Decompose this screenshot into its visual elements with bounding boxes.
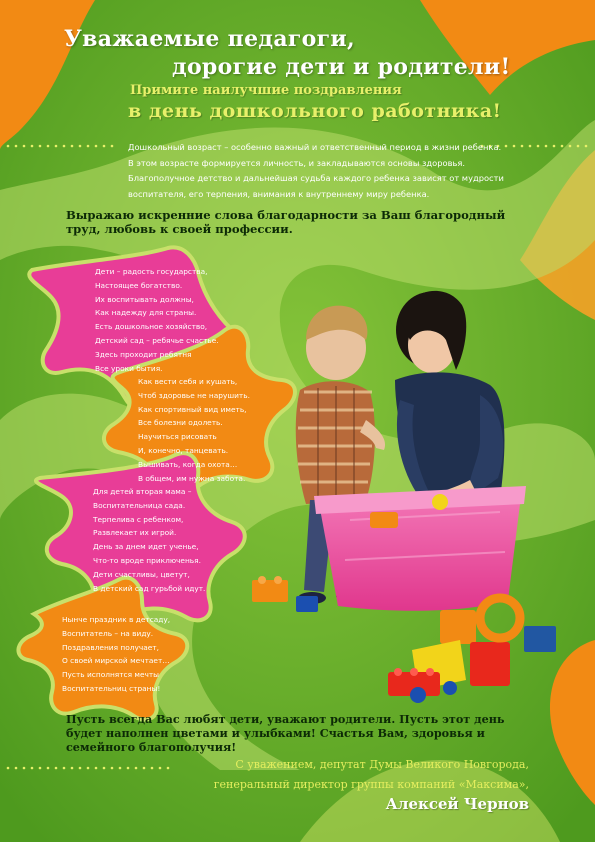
poem-line: Вышивать, когда охота…	[138, 459, 238, 469]
poem-line: День за днем идет ученье,	[93, 542, 199, 552]
poem-line: О своей мирской мечтает…	[62, 656, 170, 666]
poem-line: В общем, им нужна забота.	[138, 473, 246, 483]
signature-name: Алексей Чернов	[385, 795, 529, 813]
intro-line: воспитателя, его терпения, внимания к внутреннему миру ребенка.	[128, 188, 430, 199]
poem-line: Детский сад – ребячье счастье.	[95, 335, 219, 345]
title-line-2: дорогие дети и родители!	[172, 54, 511, 80]
poem-line: Есть дошкольное хозяйство,	[95, 322, 208, 332]
poem-line: Как вести себя и кушать,	[138, 377, 238, 386]
poem-line: Нынче праздник в детсаду,	[62, 615, 171, 624]
poem-line: Поздравления получает,	[62, 642, 159, 652]
poem-stanza-1	[95, 265, 219, 375]
poem-line: Как надежду для страны.	[95, 308, 197, 318]
intro-paragraph	[128, 140, 568, 202]
poem-line: Пусть исполнятся мечты	[62, 670, 160, 680]
poem-line: Научиться рисовать	[138, 432, 217, 442]
intro-line: Благополучное детство и дальнейшая судьба каждого ребенка зависят от мудрости	[128, 173, 504, 184]
poem-line: Как спортивный вид иметь,	[138, 404, 247, 414]
poem-line: Дети счастливы, цветут,	[93, 569, 190, 579]
poem-stanza-2	[138, 375, 250, 485]
poem-line: Все уроки бытия.	[95, 363, 163, 373]
subtitle-line-2: в день дошкольного работника!	[128, 100, 502, 122]
subtitle-line-1: Примите наилучшие поздравления	[130, 83, 402, 98]
poem-line: Чтоб здоровье не нарушить.	[138, 390, 250, 400]
poem-line: Настоящее богатство.	[95, 280, 183, 290]
poem-line: Воспитательниц страны!	[62, 683, 161, 693]
wish-text: Пусть всегда Вас любят дети, уважают родители. Пусть этот день будет наполнен цветами и улыбками! Счастья Вам, здоровья и семейного благополучия!	[66, 712, 505, 755]
title-line-1: Уважаемые педагоги,	[64, 26, 356, 52]
poem-stanza-4	[62, 613, 170, 696]
poem-line: Здесь проходит ребятня	[95, 349, 192, 359]
poem-line: Воспитательница сада.	[93, 500, 186, 510]
poem-line: Развлекает их игрой.	[93, 528, 177, 538]
intro-line: В этом возрасте формируется личность, и закладываются основы здоровья.	[128, 157, 465, 168]
poem-line: И, конечно, танцевать.	[138, 445, 229, 455]
poem-line: Для детей вторая мама –	[93, 487, 192, 496]
signature-line-2: генеральный директор группы компаний «Максима»,	[213, 778, 529, 791]
thanks-text: Выражаю искренние слова благодарности за Ваш благородный труд, любовь к своей профессии.	[66, 208, 506, 236]
poem-line: Воспитатель – на виду.	[62, 628, 154, 638]
intro-line: Дошкольный возраст – особенно важный и ответственный период в жизни ребенка.	[128, 142, 502, 152]
pink-toy-box	[314, 486, 526, 611]
signature-line-1: С уважением, депутат Думы Великого Новгорода,	[235, 758, 529, 771]
poem-line: Их воспитывать должны,	[95, 294, 194, 304]
poem-line: Что-то вроде приключенья.	[93, 555, 201, 565]
poem-line: Терпелива с ребенком,	[93, 514, 184, 524]
poem-line: В детский сад гурьбой идут.	[93, 583, 206, 593]
poem-stanza-3	[93, 485, 205, 595]
poem-line: Все болезни одолеть.	[138, 418, 223, 428]
poem-line: Дети – радость государства,	[95, 267, 208, 276]
